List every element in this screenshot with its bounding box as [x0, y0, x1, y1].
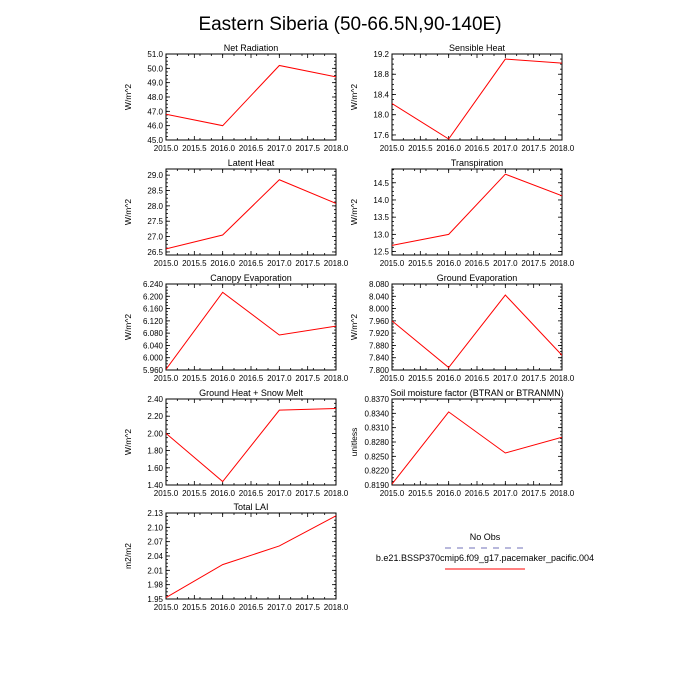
series-line — [392, 295, 562, 367]
y-tick-label: 12.5 — [373, 247, 389, 257]
y-tick-label: 7.840 — [368, 353, 389, 363]
x-tick-label: 2016.0 — [436, 259, 461, 268]
y-tick-label: 6.040 — [142, 341, 163, 351]
y-tick-label: 2.40 — [147, 395, 163, 404]
x-tick-label: 2017.5 — [521, 489, 546, 498]
x-tick-label: 2017.0 — [493, 489, 518, 498]
x-tick-label: 2017.5 — [521, 374, 546, 383]
plot-frame — [166, 284, 336, 370]
y-tick-label: 2.20 — [147, 412, 163, 422]
x-tick-label: 2016.0 — [436, 144, 461, 153]
x-tick-label: 2016.5 — [464, 489, 490, 498]
series-line — [166, 408, 336, 481]
x-tick-label: 2016.5 — [238, 374, 264, 383]
chart-panel-9 — [123, 502, 349, 612]
x-tick-label: 2017.0 — [493, 374, 518, 383]
y-tick-label: 5.960 — [142, 366, 163, 375]
panel-title: Soil moisture factor (BTRAN or BTRANMN) — [390, 388, 564, 398]
series-line — [166, 65, 336, 125]
y-tick-label: 17.6 — [373, 130, 389, 140]
y-tick-label: 2.04 — [147, 552, 163, 561]
x-tick-label: 2015.5 — [182, 603, 207, 612]
y-axis-label: W/m^2 — [123, 313, 133, 341]
x-tick-label: 2018.0 — [323, 374, 349, 383]
x-tick-label: 2015.5 — [182, 259, 207, 268]
x-tick-label: 2016.5 — [238, 259, 264, 268]
x-tick-label: 2016.0 — [210, 144, 235, 153]
chart-panel-3 — [123, 158, 349, 268]
x-tick-label: 2016.5 — [238, 144, 264, 153]
x-tick-label: 2015.0 — [153, 374, 179, 383]
y-tick-label: 47.0 — [147, 107, 163, 117]
y-tick-label: 0.8310 — [364, 423, 389, 433]
y-tick-label: 18.0 — [373, 110, 389, 120]
x-tick-label: 2015.5 — [182, 489, 207, 498]
y-tick-label: 0.8370 — [364, 395, 389, 404]
x-tick-label: 2017.0 — [267, 374, 292, 383]
y-tick-label: 1.95 — [147, 595, 163, 604]
y-tick-label: 51.0 — [147, 50, 163, 59]
y-tick-label: 1.80 — [147, 446, 163, 456]
panels — [123, 43, 575, 612]
y-tick-label: 2.13 — [147, 509, 163, 518]
y-tick-label: 0.8280 — [364, 438, 389, 447]
y-tick-label: 28.5 — [147, 186, 163, 196]
series-line — [166, 516, 336, 598]
y-tick-label: 0.8250 — [364, 452, 389, 462]
y-axis-label: unitless — [349, 427, 359, 457]
x-tick-label: 2017.5 — [295, 374, 320, 383]
y-tick-label: 8.080 — [368, 280, 389, 289]
y-tick-label: 6.080 — [142, 329, 163, 339]
series-line — [166, 180, 336, 249]
plot-frame — [392, 284, 562, 370]
y-tick-label: 1.60 — [147, 463, 163, 473]
x-tick-label: 2016.0 — [436, 374, 461, 383]
x-tick-label: 2018.0 — [323, 144, 349, 153]
plot-frame — [166, 399, 336, 485]
y-tick-label: 2.10 — [147, 523, 163, 533]
y-tick-label: 1.40 — [147, 481, 163, 490]
chart-panel-8 — [349, 388, 575, 498]
x-tick-label: 2018.0 — [549, 144, 575, 153]
x-tick-label: 2016.5 — [464, 144, 490, 153]
panel-title: Ground Evaporation — [436, 273, 518, 283]
x-tick-label: 2018.0 — [323, 259, 349, 268]
y-tick-label: 8.040 — [368, 292, 389, 302]
chart-panel-4 — [349, 158, 575, 268]
x-tick-label: 2016.0 — [436, 489, 461, 498]
x-tick-label: 2015.5 — [408, 144, 433, 153]
y-axis-label: W/m^2 — [123, 198, 133, 226]
x-tick-label: 2017.0 — [493, 259, 518, 268]
y-tick-label: 26.5 — [147, 247, 163, 257]
y-axis-label: W/m^2 — [123, 428, 133, 456]
plot-frame — [166, 54, 336, 140]
x-tick-label: 2017.5 — [295, 144, 320, 153]
y-axis-label: W/m^2 — [123, 83, 133, 111]
x-tick-label: 2017.5 — [295, 259, 320, 268]
plot-frame — [166, 513, 336, 599]
y-tick-label: 27.0 — [147, 232, 163, 242]
legend — [376, 532, 594, 569]
x-tick-label: 2015.0 — [153, 144, 179, 153]
y-tick-label: 48.0 — [147, 93, 163, 102]
x-tick-label: 2015.0 — [153, 259, 179, 268]
y-tick-label: 46.0 — [147, 121, 163, 131]
y-tick-label: 14.0 — [373, 195, 389, 205]
plot-frame — [166, 169, 336, 255]
panel-title: Sensible Heat — [448, 43, 506, 53]
x-tick-label: 2017.5 — [295, 603, 320, 612]
y-tick-label: 19.2 — [373, 50, 389, 59]
x-tick-label: 2018.0 — [549, 489, 575, 498]
y-tick-label: 6.160 — [142, 304, 163, 314]
y-tick-label: 6.200 — [142, 292, 163, 302]
y-tick-label: 6.120 — [142, 316, 163, 326]
panel-title: Total LAI — [233, 502, 269, 512]
x-tick-label: 2017.0 — [267, 259, 292, 268]
y-tick-label: 0.8220 — [364, 466, 389, 476]
legend-obs-label: No Obs — [469, 532, 501, 542]
y-tick-label: 45.0 — [147, 136, 163, 145]
y-tick-label: 6.000 — [142, 353, 163, 363]
y-tick-label: 27.5 — [147, 217, 163, 227]
x-tick-label: 2015.5 — [182, 374, 207, 383]
x-tick-label: 2015.0 — [153, 489, 179, 498]
y-tick-label: 7.800 — [368, 366, 389, 375]
x-tick-label: 2015.5 — [182, 144, 207, 153]
x-tick-label: 2016.0 — [210, 489, 235, 498]
y-tick-label: 14.5 — [373, 178, 389, 188]
x-tick-label: 2017.5 — [521, 259, 546, 268]
x-tick-label: 2015.5 — [408, 374, 433, 383]
panel-title: Net Radiation — [223, 43, 279, 53]
y-tick-label: 13.5 — [373, 213, 389, 223]
x-tick-label: 2016.5 — [464, 259, 490, 268]
chart-panel-5 — [123, 273, 349, 383]
series-line — [392, 412, 562, 484]
panel-title: Latent Heat — [227, 158, 275, 168]
x-tick-label: 2016.5 — [464, 374, 490, 383]
y-axis-label: W/m^2 — [349, 83, 359, 111]
y-axis-label: W/m^2 — [349, 313, 359, 341]
x-tick-label: 2018.0 — [323, 603, 349, 612]
x-tick-label: 2015.0 — [153, 603, 179, 612]
x-tick-label: 2016.0 — [210, 259, 235, 268]
x-tick-label: 2018.0 — [549, 259, 575, 268]
x-tick-label: 2016.5 — [238, 489, 264, 498]
y-tick-label: 0.8340 — [364, 409, 389, 419]
x-tick-label: 2017.0 — [267, 489, 292, 498]
y-tick-label: 29.0 — [147, 171, 163, 181]
panel-title: Ground Heat + Snow Melt — [199, 388, 303, 398]
y-tick-label: 28.0 — [147, 201, 163, 211]
y-tick-label: 1.98 — [147, 580, 163, 590]
figure-title: Eastern Siberia (50-66.5N,90-140E) — [198, 14, 502, 35]
x-tick-label: 2016.0 — [210, 603, 235, 612]
y-tick-label: 2.01 — [147, 566, 163, 576]
chart-panel-6 — [349, 273, 575, 383]
y-tick-label: 7.920 — [368, 329, 389, 339]
y-tick-label: 6.240 — [142, 280, 163, 289]
chart-panel-1 — [123, 43, 349, 153]
y-tick-label: 7.960 — [368, 316, 389, 326]
y-tick-label: 2.00 — [147, 429, 163, 439]
x-tick-label: 2015.0 — [379, 489, 405, 498]
y-tick-label: 0.8190 — [364, 481, 389, 490]
x-tick-label: 2017.0 — [267, 144, 292, 153]
y-tick-label: 18.8 — [373, 70, 389, 80]
y-tick-label: 2.07 — [147, 537, 163, 547]
x-tick-label: 2016.5 — [238, 603, 264, 612]
legend-model-label: b.e21.BSSP370cmip6.f09_g17.pacemaker_pacific.004 — [375, 553, 595, 563]
x-tick-label: 2017.0 — [493, 144, 518, 153]
x-tick-label: 2016.0 — [210, 374, 235, 383]
x-tick-label: 2015.5 — [408, 489, 433, 498]
x-tick-label: 2017.5 — [521, 144, 546, 153]
series-line — [392, 59, 562, 139]
y-tick-label: 49.0 — [147, 78, 163, 88]
x-tick-label: 2015.0 — [379, 144, 405, 153]
panel-title: Transpiration — [450, 158, 504, 168]
plot-frame — [392, 399, 562, 485]
x-tick-label: 2015.5 — [408, 259, 433, 268]
series-line — [166, 292, 336, 369]
y-tick-label: 18.4 — [373, 90, 389, 100]
x-tick-label: 2017.5 — [295, 489, 320, 498]
chart-panel-2 — [349, 43, 575, 153]
x-tick-label: 2018.0 — [549, 374, 575, 383]
y-axis-label: m2/m2 — [123, 543, 133, 569]
x-tick-label: 2018.0 — [323, 489, 349, 498]
y-tick-label: 50.0 — [147, 64, 163, 74]
series-line — [392, 174, 562, 245]
y-tick-label: 13.0 — [373, 230, 389, 240]
y-tick-label: 8.000 — [368, 304, 389, 314]
x-tick-label: 2015.0 — [379, 259, 405, 268]
y-axis-label: W/m^2 — [349, 198, 359, 226]
plot-frame — [392, 54, 562, 140]
y-tick-label: 7.880 — [368, 341, 389, 351]
x-tick-label: 2015.0 — [379, 374, 405, 383]
x-tick-label: 2017.0 — [267, 603, 292, 612]
panel-title: Canopy Evaporation — [210, 273, 292, 283]
chart-panel-7 — [123, 388, 349, 498]
plot-frame — [392, 169, 562, 255]
